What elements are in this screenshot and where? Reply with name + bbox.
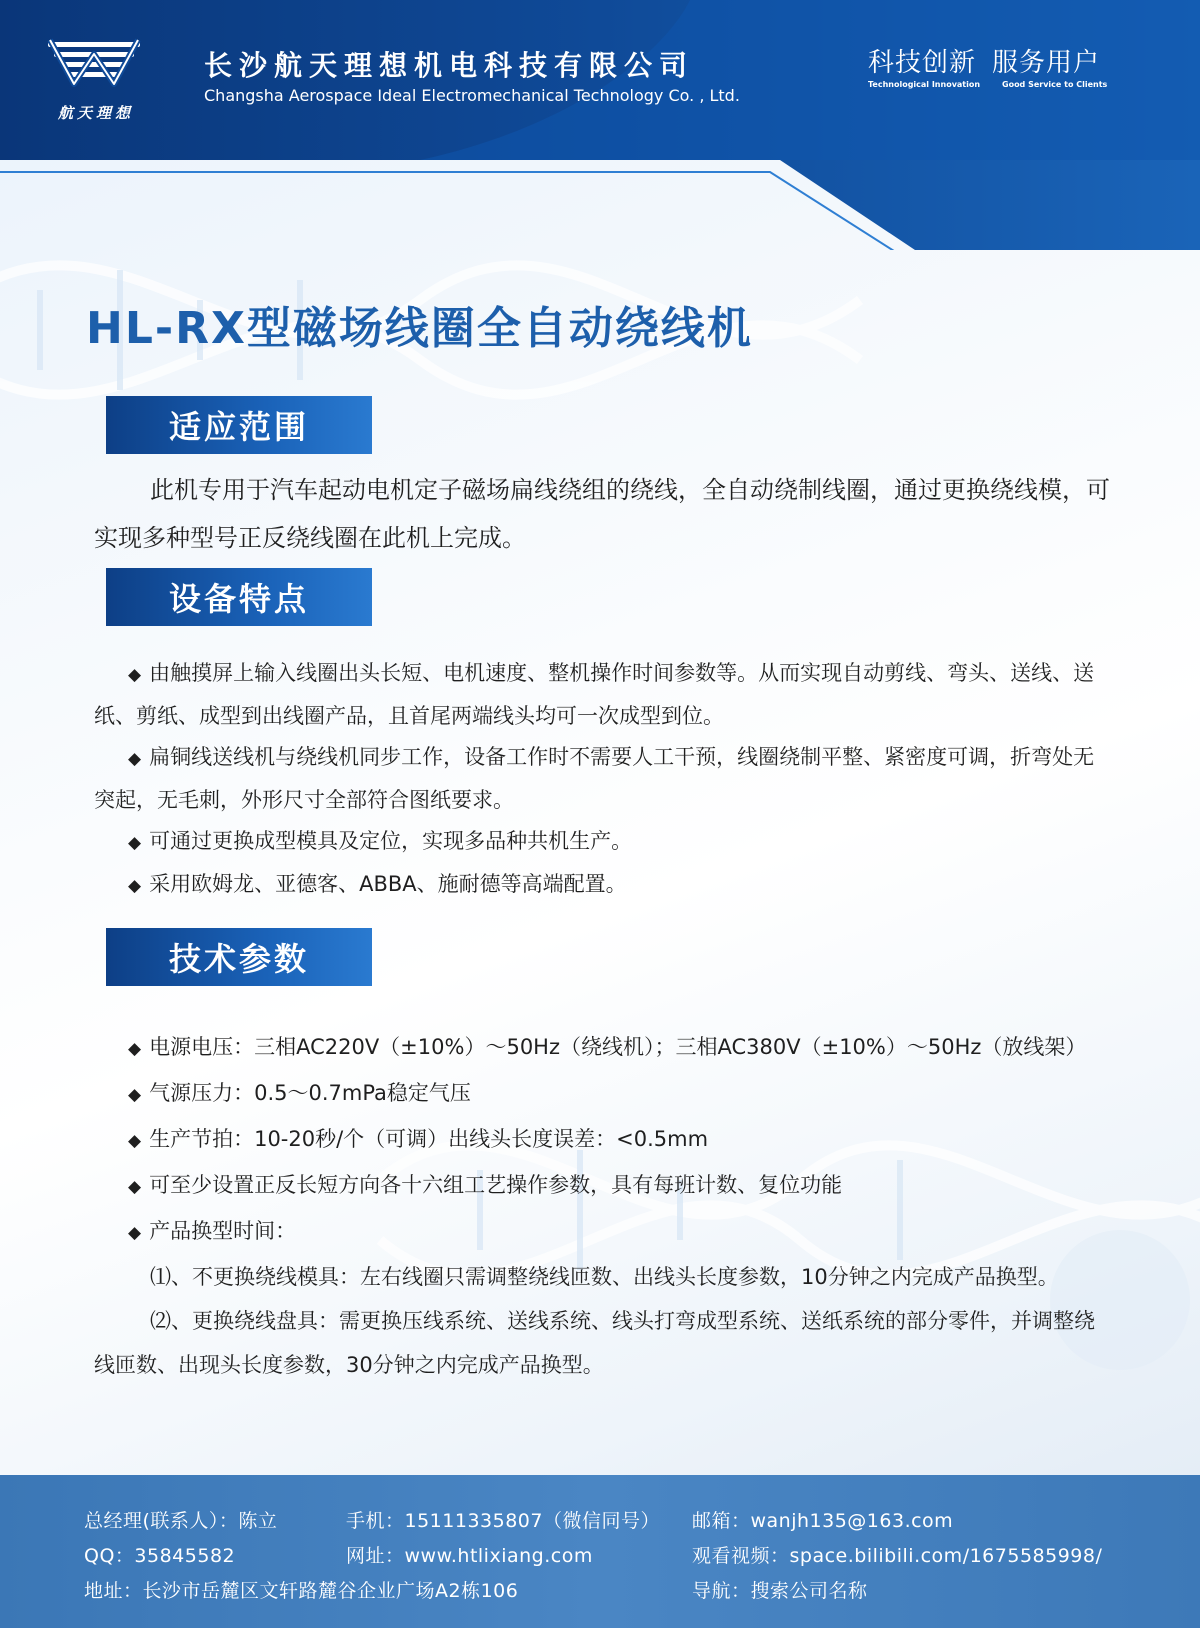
list-item: ◆ 采用欧姆龙、亚德客、ABBA、施耐德等高端配置。 — [128, 872, 627, 896]
sub-item: ⑴、不更换绕线模具：左右线圈只需调整绕线匝数、出线头长度参数，10分钟之内完成产品换型。 — [150, 1265, 1059, 1289]
header-band — [0, 0, 1200, 250]
header-shape — [0, 0, 1200, 250]
features-list — [94, 653, 1114, 907]
list-item: ◆ 扁铜线送线机与绕线机同步工作，设备工作时不需要人工干预，线圈绕制平整、紧密度可调，折弯处无突起，无毛刺，外形尺寸全部符合图纸要求。 — [94, 745, 1095, 812]
logo-icon — [44, 32, 144, 102]
contact-video[interactable]: 观看视频：space.bilibili.com/1675585998/ — [692, 1545, 1103, 1567]
slogan-innovation-en: Technological Innovation — [868, 80, 981, 89]
section-heading-scope: 适应范围 — [106, 396, 372, 454]
slogan-service-en: Good Service to Clients — [1002, 80, 1108, 89]
list-item: ◆ 由触摸屏上输入线圈出头长短、电机速度、整机操作时间参数等。从而实现自动剪线、弯头、送线、送纸、剪纸、成型到出线圈产品，且首尾两端线头均可一次成型到位。 — [94, 661, 1095, 728]
list-item: ◆ 电源电压：三相AC220V（±10%）～50Hz（绕线机）；三相AC380V（±10%）～50Hz（放线架） — [128, 1035, 1087, 1059]
contact-mobile: 手机：15111335807（微信同号） — [346, 1510, 660, 1532]
contact-qq: QQ：35845582 — [84, 1545, 236, 1567]
params-list — [94, 1025, 1114, 1387]
list-item: ◆ 生产节拍：10-20秒/个（可调）出线头长度误差：<0.5mm — [128, 1127, 709, 1151]
bullet-diamond-icon: ◆ — [128, 1223, 142, 1243]
product-title: HL-RX型磁场线圈全自动绕线机 — [86, 303, 753, 354]
list-item: ◆ 可至少设置正反长短方向各十六组工艺操作参数，具有每班计数、复位功能 — [128, 1173, 843, 1197]
bullet-diamond-icon: ◆ — [128, 665, 142, 685]
logo-caption: 航天理想 — [57, 104, 134, 122]
contact-website[interactable]: 网址：www.htlixiang.com — [346, 1545, 593, 1567]
sub-item: ⑵、更换绕线盘具：需更换压线系统、送线系统、线头打弯成型系统、送纸系统的部分零件，并调整绕线匝数、出现头长度参数，30分钟之内完成产品换型。 — [94, 1309, 1095, 1377]
section-heading-params: 技术参数 — [106, 928, 372, 986]
bullet-diamond-icon: ◆ — [128, 1085, 142, 1105]
slogan — [868, 42, 1107, 89]
section-heading-features: 设备特点 — [106, 568, 372, 626]
bullet-diamond-icon: ◆ — [128, 1039, 142, 1059]
slogan-service: 服务用户 — [992, 48, 1101, 78]
bullet-diamond-icon: ◆ — [128, 1177, 142, 1197]
bullet-diamond-icon: ◆ — [128, 833, 142, 853]
list-item: ◆ 可通过更换成型模具及定位，实现多品种共机生产。 — [128, 829, 633, 853]
bullet-diamond-icon: ◆ — [128, 876, 142, 896]
company-name-en: Changsha Aerospace Ideal Electromechanical Technology Co. , Ltd. — [204, 86, 740, 105]
contact-address: 地址：长沙市岳麓区文轩路麓谷企业广场A2栋106 — [84, 1580, 519, 1602]
bullet-diamond-icon: ◆ — [128, 1131, 142, 1151]
company-name-cn: 长沙航天理想机电科技有限公司 — [204, 49, 695, 82]
list-item: ◆ 气源压力：0.5～0.7mPa稳定气压 — [128, 1081, 471, 1105]
slogan-innovation: 科技创新 — [868, 48, 977, 78]
contact-email[interactable]: 邮箱：wanjh135@163.com — [692, 1510, 954, 1532]
scope-paragraph: 此机专用于汽车起动电机定子磁场扁线绕组的绕线，全自动绕制线圈，通过更换绕线模，可实现多种型号正反绕线圈在此机上完成。 — [94, 476, 1110, 552]
contact-footer — [0, 1475, 1200, 1628]
contact-navigation: 导航：搜索公司名称 — [692, 1580, 868, 1602]
list-item: ◆ 产品换型时间： — [128, 1219, 297, 1243]
contact-person: 总经理(联系人）：陈立 — [84, 1510, 278, 1532]
bullet-diamond-icon: ◆ — [128, 749, 142, 769]
